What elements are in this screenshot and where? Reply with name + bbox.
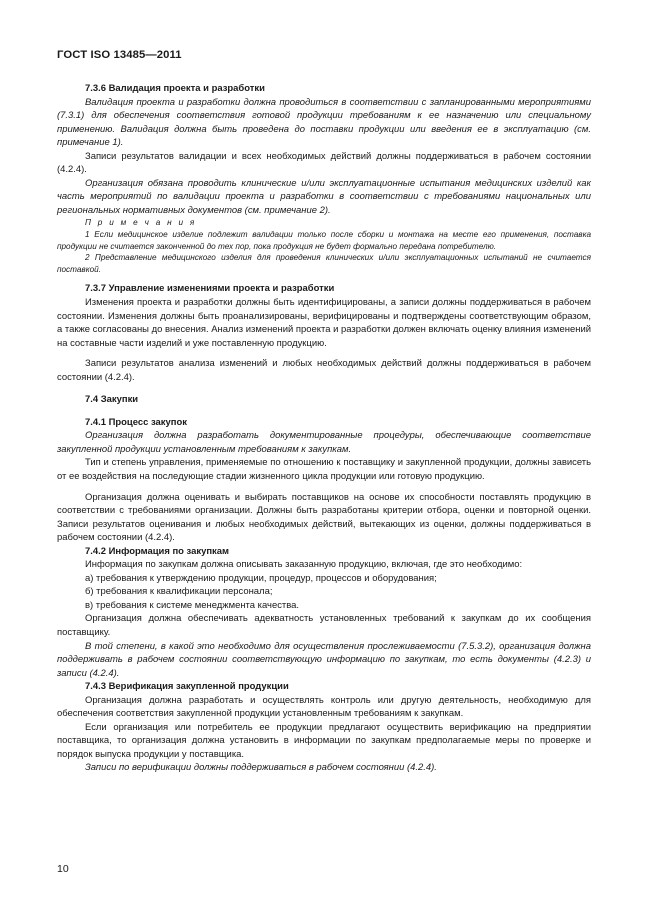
paragraph: В той степени, в какой это необходимо для осуществления прослеживаемости (7.5.3.2), организация должна поддерживать в рабочем состоянии соответствующую информацию по закупкам, то есть документы (4.2.3) и записи (4.2.4). xyxy=(57,640,591,679)
document-body xyxy=(57,82,591,775)
section-heading-7-4-3: 7.4.3 Верификация закупленной продукции xyxy=(85,681,289,693)
note-1: 1 Если медицинское изделие подлежит валидации только после сборки и монтажа на месте его применения, поставка продукции не считается законченной до тех пор, пока продукция не будет формально передана потребителю. xyxy=(57,230,591,251)
document-code: ГОСТ ISO 13485—2011 xyxy=(57,49,182,61)
paragraph: Организация должна разработать документированные процедуры, обеспечивающие соответствие закупленной продукции установленным требованиям к закупкам. xyxy=(57,430,591,455)
section-heading-7-3-7: 7.3.7 Управление изменениями проекта и разработки xyxy=(85,283,335,295)
paragraph: Информация по закупкам должна описывать заказанную продукцию, включая, где это необходимо: xyxy=(85,559,523,571)
paragraph: Изменения проекта и разработки должны быть идентифицированы, а записи должны поддерживаться в рабочем состоянии. Изменения должны быть проанализированы, верифицированы и подтверждены соответствующим образом, а также согласованы до внесения. Анализ изменений проекта и разработки должен включать оценку влияния изменений на составные части изделий и уже поставленную продукцию. xyxy=(57,296,591,349)
paragraph: Записи результатов анализа изменений и любых необходимых действий должны поддерживаться в рабочем состоянии (4.2.4). xyxy=(57,358,591,383)
document-page xyxy=(57,49,591,775)
notes-title: П р и м е ч а н и я xyxy=(85,218,197,228)
paragraph: Организация должна разработать и осуществлять контроль или другую деятельность, необходимую для обеспечения соответствия закупленной продукции установленным требованиям к закупкам. xyxy=(57,694,591,720)
list-item-a: а) требования к утверждению продукции, процедур, процессов и оборудования; xyxy=(85,572,437,584)
paragraph: Записи результатов валидации и всех необходимых действий должны поддерживаться в рабочем состоянии (4.2.4). xyxy=(57,150,591,176)
paragraph: Валидация проекта и разработки должна проводиться в соответствии с запланированными мероприятиями (7.3.1) для обеспечения соответствия готовой продукции требованиям к ее назначению или специальному применению. Валидация должна быть проведена до поставки продукции или введения ее в эксплуатацию (см. примечание 1). xyxy=(57,96,591,149)
paragraph: Организация обязана проводить клинические и/или эксплуатационные испытания медицинских изделий как часть мероприятий по валидации проекта и разработки в соответствии с требованиями национальных или региональных нормативных документов (см. примечание 2). xyxy=(57,177,591,216)
list-item-v: в) требования к системе менеджмента качества. xyxy=(85,599,300,611)
note-2: 2 Представление медицинского изделия для проведения клинических и/или эксплуатационных испытаний не считается поставкой. xyxy=(57,253,591,274)
section-heading-7-4-1: 7.4.1 Процесс закупок xyxy=(85,416,187,428)
list-item-b: б) требования к квалификации персонала; xyxy=(85,586,273,598)
paragraph: Записи по верификации должны поддерживаться в рабочем состоянии (4.2.4). xyxy=(85,762,437,774)
paragraph: Тип и степень управления, применяемые по отношению к поставщику и закупленной продукции, должны зависеть от ее воздействия на последующие стадии жизненного цикла продукции или готовую продукцию. xyxy=(57,457,591,482)
paragraph: Организация должна оценивать и выбирать поставщиков на основе их способности поставлять продукцию в соответствии с требованиями организации. Должны быть разработаны критерии отбора, оценки и повторной оценки. Записи результатов оценивания и любых необходимых действий, вытекающих из оценки, должны поддерживаться в рабочем состоянии (4.2.4). xyxy=(57,491,591,544)
section-heading-7-4-2: 7.4.2 Информация по закупкам xyxy=(85,545,229,557)
page-number: 10 xyxy=(57,863,69,875)
paragraph: Организация должна обеспечивать адекватность установленных требований к закупкам до их сообщения поставщику. xyxy=(57,613,591,639)
section-heading-7-3-6: 7.3.6 Валидация проекта и разработки xyxy=(85,83,265,94)
notes-block xyxy=(57,217,591,275)
paragraph: Если организация или потребитель ее продукции предлагают осуществить верификацию на предприятии поставщика, то организация должна установить в информации по закупкам предполагаемые меры по проверке и порядок выпуска продукции у поставщика. xyxy=(57,721,591,760)
section-heading-7-4: 7.4 Закупки xyxy=(85,394,139,406)
